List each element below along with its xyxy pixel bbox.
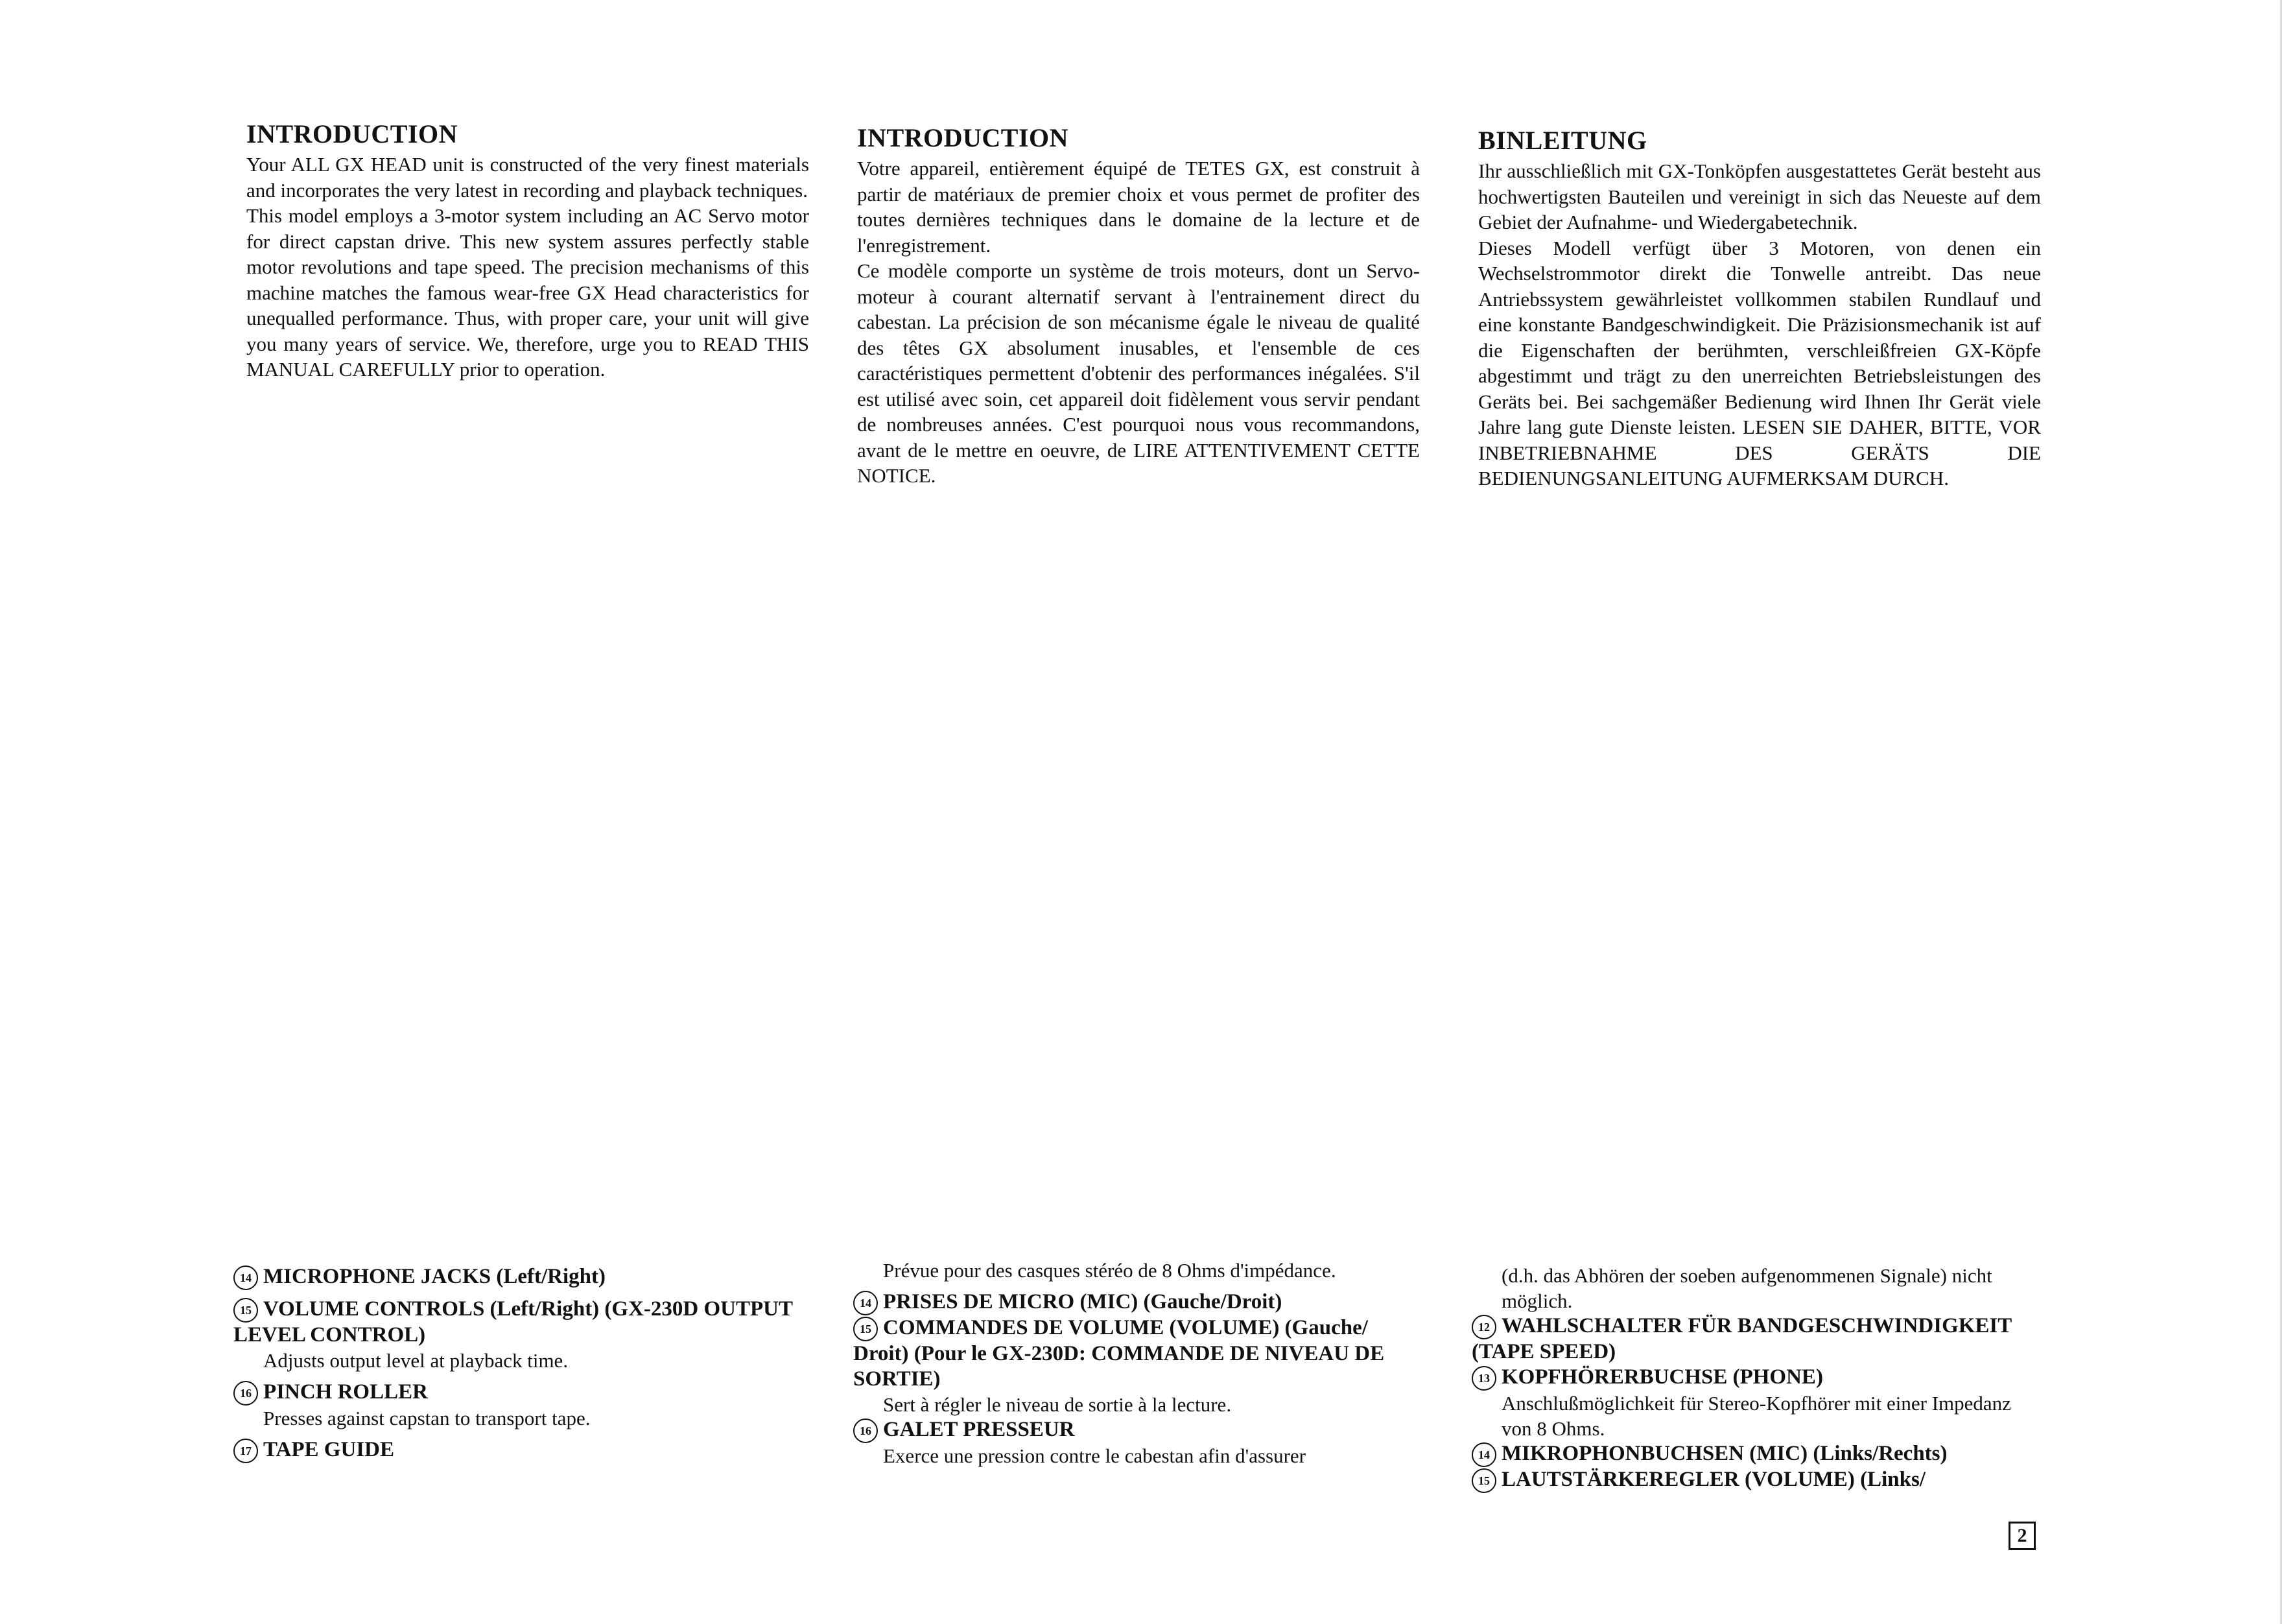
- item-description: Adjusts output level at playback time.: [263, 1349, 569, 1372]
- intro-heading-en: INTRODUCTION: [246, 119, 458, 148]
- continuation-text: Prévue pour des casques stéréo de 8 Ohms d'impédance.: [883, 1259, 1336, 1282]
- intro-paragraph-de-1: Ihr ausschließlich mit GX-Tonköpfen ausgestattetes Gerät besteht aus hochwertigsten Bauteilen und vereinigt in sich das Neueste auf dem Gebiet der Aufnahme- und Wiedergabetechnik.: [1478, 159, 2041, 233]
- page-number: 2: [2009, 1522, 2036, 1550]
- intro-paragraph-en-1: Your ALL GX HEAD unit is constructed of the very finest materials and incorporates the very latest in recording and playback techniques.: [246, 153, 809, 202]
- item-description: Anschlußmöglichkeit für Stereo-Kopfhörer mit einer Impedanz von 8 Ohms.: [1502, 1392, 2011, 1440]
- item-title: GALET PRESSEUR: [883, 1418, 1075, 1441]
- item-number: 14: [1472, 1442, 1496, 1467]
- item-title: COMMANDES DE VOLUME (VOLUME) (Gauche/ Droit) (Pour le GX-230D: COMMANDE DE NIVEAU DE SORTIE): [853, 1316, 1385, 1391]
- item-number: 16: [233, 1381, 258, 1406]
- control-item: [853, 1289, 1424, 1315]
- control-item: [1472, 1313, 2042, 1365]
- control-item: [233, 1380, 804, 1431]
- controls-german: [1472, 1263, 2042, 1493]
- control-item: [853, 1315, 1424, 1417]
- control-item: [1472, 1365, 2042, 1441]
- intro-paragraph-fr-1: Votre appareil, entièrement équipé de TETES GX, est construit à partir de matériaux de premier choix et vous permet de profiter des toutes dernières techniques dans le domaine de la lecture et de l'enregistrement.: [857, 157, 1420, 257]
- intro-paragraph-de-2: Dieses Modell verfügt über 3 Motoren, von denen ein Wechselstrommotor direkt die Tonwelle antreibt. Das neue Antriebssystem gewährleistet vollkommen stabilen Rundlauf und eine konstante Bandgeschwindigkeit. Die Präzisionsmechanik ist auf die Eigenschaften der berühmten, verschleißfreien GX-Köpfe abgestimmt und trägt zu den unerreichten Betriebsleistungen des Geräts bei. Bei sachgemäßer Bedienung wird Ihnen Ihr Gerät viele Jahre lang gute Dienste leisten. LESEN SIE DAHER, BITTE, VOR INBETRIEBNAHME DES GERÄTS DIE BEDIENUNGSANLEITUNG AUFMERKSAM DURCH.: [1478, 236, 2041, 489]
- intro-french: [857, 123, 1420, 489]
- item-title: KOPFHÖRERBUCHSE (PHONE): [1502, 1365, 1823, 1389]
- control-item: [233, 1297, 804, 1373]
- intro-heading-fr: INTRODUCTION: [857, 123, 1069, 152]
- item-number: 17: [233, 1439, 258, 1463]
- intro-heading-de: BINLEITUNG: [1478, 126, 1647, 155]
- page-edge-divider: [2280, 0, 2282, 1624]
- item-number: 13: [1472, 1366, 1496, 1391]
- item-title: WAHLSCHALTER FÜR BANDGESCHWINDIGKEIT (TAPE SPEED): [1472, 1314, 2012, 1363]
- control-item: [1472, 1467, 2042, 1493]
- item-number: 15: [233, 1298, 258, 1323]
- intro-paragraph-fr-2: Ce modèle comporte un système de trois moteurs, dont un Servo-moteur à courant alternatif servant à l'entrainement direct du cabestan. La précision de son mécanisme égale le niveau de qualité des têtes GX absolument inusables, et l'ensemble de ces caractéristiques permettent d'obtenir des performances inégalées. S'il est utilisé avec soin, cet appareil doit fidèlement vous servir pendant de nombreuses années. C'est pourquoi nous vous recommandons, avant de le mettre en oeuvre, de LIRE ATTENTIVEMENT CETTE NOTICE.: [857, 259, 1420, 487]
- intro-german: [1478, 126, 2041, 491]
- item-number: 14: [853, 1291, 878, 1315]
- item-description: Presses against capstan to transport tape.: [263, 1407, 591, 1430]
- control-item: [1472, 1441, 2042, 1467]
- control-item: [233, 1437, 804, 1463]
- item-title: MIKROPHONBUCHSEN (MIC) (Links/Rechts): [1502, 1442, 1948, 1465]
- item-title: MICROPHONE JACKS (Left/Right): [263, 1265, 606, 1288]
- item-number: 15: [1472, 1468, 1496, 1493]
- item-title: PRISES DE MICRO (MIC) (Gauche/Droit): [883, 1290, 1282, 1313]
- controls-english: [233, 1264, 804, 1470]
- item-number: 15: [853, 1317, 878, 1341]
- item-title: TAPE GUIDE: [263, 1438, 394, 1461]
- control-item: [853, 1417, 1424, 1468]
- item-description: Sert à régler le niveau de sortie à la lecture.: [883, 1393, 1232, 1416]
- control-item: [233, 1264, 804, 1290]
- continuation-text: (d.h. das Abhören der soeben aufgenommenen Signale) nicht möglich.: [1502, 1264, 1992, 1312]
- item-title: VOLUME CONTROLS (Left/Right) (GX-230D OUTPUT LEVEL CONTROL): [233, 1297, 793, 1347]
- intro-paragraph-en-2: This model employs a 3-motor system including an AC Servo motor for direct capstan drive. This new system assures perfectly stable motor revolutions and tape speed. The precision mechanisms of this machine matches the famous wear-free GX Head characteristics for unequalled performance. Thus, with proper care, your unit will give you many years of service. We, therefore, urge you to READ THIS MANUAL CAREFULLY prior to operation.: [246, 204, 809, 381]
- item-description: Exerce une pression contre le cabestan afin d'assurer: [883, 1444, 1306, 1467]
- item-number: 12: [1472, 1315, 1496, 1339]
- item-title: LAUTSTÄRKEREGLER (VOLUME) (Links/: [1502, 1468, 1926, 1491]
- intro-english: [246, 119, 809, 382]
- item-title: PINCH ROLLER: [263, 1380, 428, 1404]
- controls-french: [853, 1258, 1424, 1468]
- item-number: 14: [233, 1265, 258, 1290]
- item-number: 16: [853, 1418, 878, 1443]
